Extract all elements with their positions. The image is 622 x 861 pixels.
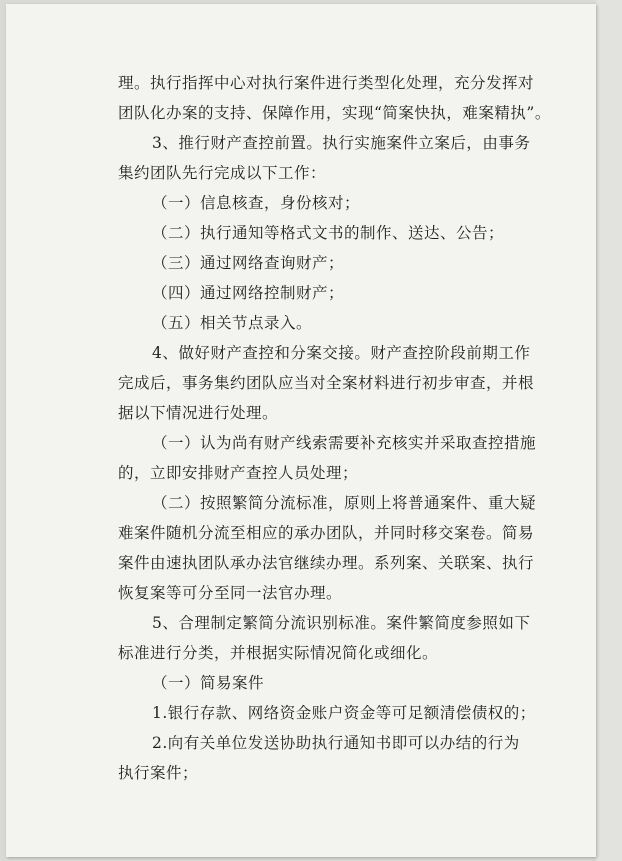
text-line: （一）信息核查，身份核对；	[152, 194, 361, 212]
text-line: 4、做好财产查控和分案交接。财产查控阶段前期工作	[152, 344, 531, 362]
text-line: 团队化办案的支持、保障作用，实现“简案快执，难案精执”。	[118, 104, 551, 122]
text-line: 理。执行指挥中心对执行案件进行类型化处理，充分发挥对	[118, 74, 535, 92]
text-line: 集约团队先行完成以下工作：	[118, 164, 327, 182]
text-line: （一）认为尚有财产线索需要补充核实并采取查控措施	[152, 434, 537, 452]
text-line: 标准进行分类，并根据实际情况简化或细化。	[118, 644, 439, 662]
text-line: 2.向有关单位发送协助执行通知书即可以办结的行为	[152, 734, 520, 752]
text-line: （二）执行通知等格式文书的制作、送达、公告；	[152, 224, 505, 242]
text-line: （一）简易案件	[152, 674, 265, 692]
text-line: 据以下情况进行处理。	[118, 404, 279, 422]
text-line: 恢复案等可分至同一法官办理。	[118, 584, 343, 602]
text-line: 完成后，事务集约团队应当对全案材料进行初步审查，并根	[118, 374, 535, 392]
text-line: 3、推行财产查控前置。执行实施案件立案后，由事务	[152, 134, 531, 152]
text-line: 执行案件；	[118, 764, 199, 782]
text-line: 的，立即安排财产查控人员处理；	[118, 464, 359, 482]
text-line: 难案件随机分流至相应的承办团队，并同时移交案卷。简易	[118, 524, 535, 542]
text-line: （三）通过网络查询财产；	[152, 254, 345, 272]
text-line: 案件由速执团队承办法官继续办理。系列案、关联案、执行	[118, 554, 535, 572]
text-line: （四）通过网络控制财产；	[152, 284, 345, 302]
scan-edge	[596, 0, 622, 861]
text-line: （五）相关节点录入。	[152, 314, 313, 332]
text-line: 1.银行存款、网络资金账户资金等可足额清偿债权的；	[152, 704, 536, 722]
text-line: 5、合理制定繁简分流识别标准。案件繁简度参照如下	[152, 614, 531, 632]
text-line: （二）按照繁简分流标准，原则上将普通案件、重大疑	[152, 494, 537, 512]
